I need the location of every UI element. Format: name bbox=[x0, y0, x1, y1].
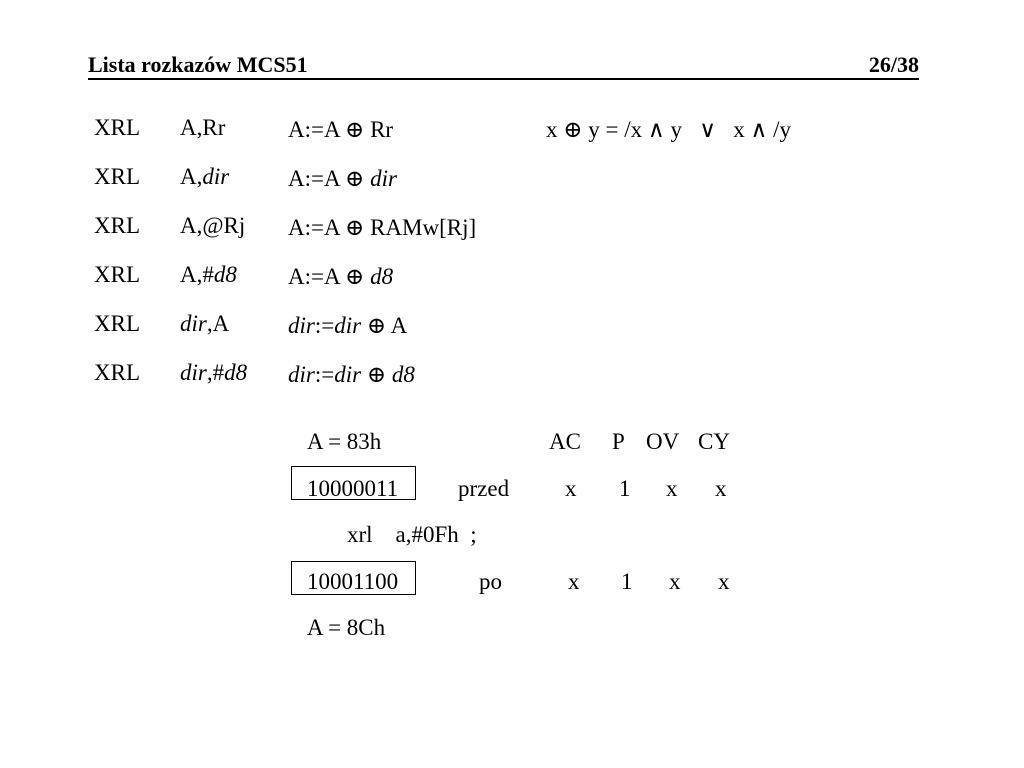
description: dir:=dir ⊕ A bbox=[288, 313, 408, 338]
flag-ac-before: x bbox=[565, 476, 577, 501]
page-number: 26/38 bbox=[868, 52, 919, 77]
operands: A,#d8 bbox=[180, 262, 237, 287]
description: A:=A ⊕ dir bbox=[288, 166, 397, 191]
description: dir:=dir ⊕ d8 bbox=[288, 362, 415, 387]
label-before: przed bbox=[458, 476, 510, 501]
operands: A,Rr bbox=[180, 115, 226, 140]
a-after: A = 8Ch bbox=[307, 615, 386, 640]
flag-p-after: 1 bbox=[621, 569, 633, 594]
label-after: po bbox=[479, 569, 502, 594]
flag-ac-header: AC bbox=[549, 429, 581, 454]
flag-ov-header: OV bbox=[646, 429, 680, 454]
mnemonic: XRL bbox=[94, 262, 140, 287]
mnemonic: XRL bbox=[94, 164, 140, 189]
bits-before: 10000011 bbox=[307, 476, 399, 501]
mnemonic: XRL bbox=[94, 311, 140, 336]
mnemonic: XRL bbox=[94, 360, 140, 385]
flag-ov-before: x bbox=[666, 476, 678, 501]
flag-p-before: 1 bbox=[619, 476, 631, 501]
a-before: A = 83h bbox=[307, 429, 382, 454]
operands: A,@Rj bbox=[180, 213, 246, 238]
operands: A,dir bbox=[180, 164, 230, 189]
flag-cy-after: x bbox=[718, 569, 730, 594]
xor-formula: x ⊕ y = /x ∧ y ∨ x ∧ /y bbox=[546, 117, 792, 142]
description: A:=A ⊕ RAMw[Rj] bbox=[288, 215, 477, 240]
example-instruction: xrl a,#0Fh ; bbox=[347, 522, 477, 547]
flag-ov-after: x bbox=[669, 569, 681, 594]
description: A:=A ⊕ Rr bbox=[288, 117, 394, 142]
description: A:=A ⊕ d8 bbox=[288, 264, 394, 289]
operands: dir,#d8 bbox=[180, 360, 248, 385]
flag-cy-before: x bbox=[715, 476, 727, 501]
flag-cy-header: CY bbox=[698, 429, 730, 454]
slide-title: Lista rozkazów MCS51 bbox=[88, 52, 308, 77]
flag-ac-after: x bbox=[568, 569, 580, 594]
slide-header bbox=[88, 52, 919, 80]
flag-p-header: P bbox=[612, 429, 625, 454]
mnemonic: XRL bbox=[94, 115, 140, 140]
operands: dir,A bbox=[180, 311, 230, 336]
mnemonic: XRL bbox=[94, 213, 140, 238]
bits-after: 10001100 bbox=[307, 569, 399, 594]
